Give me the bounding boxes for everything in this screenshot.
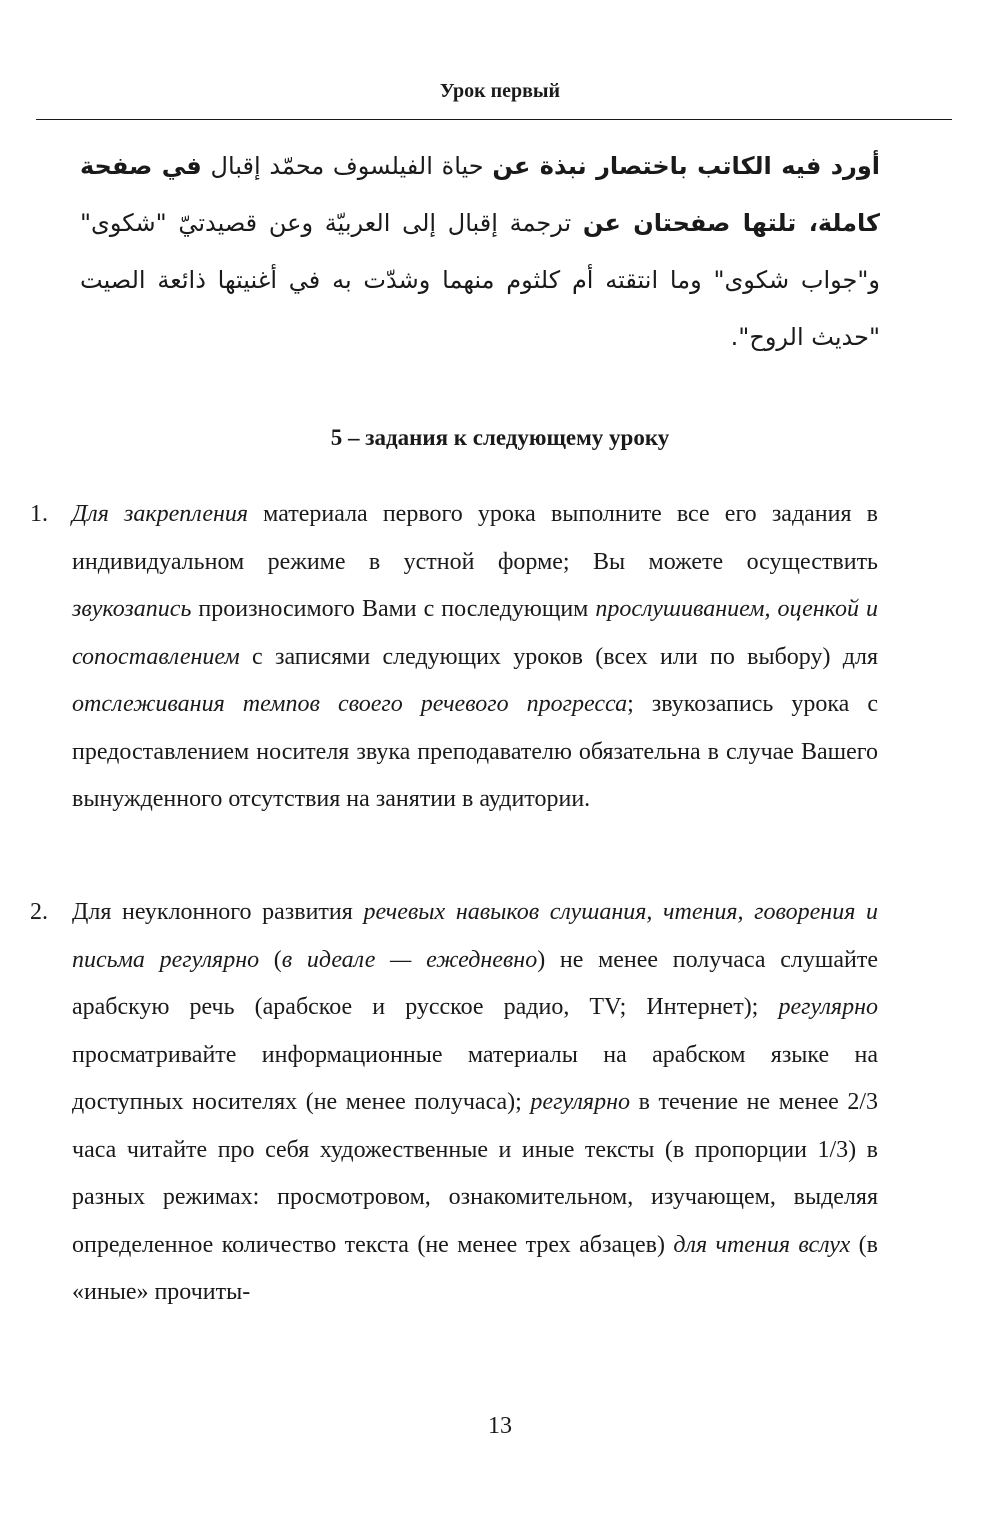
arabic-segment: ترجمة إقبال إلى العربيّة وعن قصيدتيّ "شكوى" و"جواب شكوى" وما انتقته أم كلثوم منهما وشدّت به في أغنيتها ذائعة الصيت "حديث الروح". (80, 209, 880, 351)
text-segment: ; звукозапись урока с предоставлением носителя звука преподавателю обязательна в случае Вашего вынужденного отсутствия на занятии в аудитории. (72, 691, 878, 812)
text-segment: Для неуклонного развития (72, 899, 364, 925)
task-text (72, 501, 878, 812)
italic-segment: звукозапись (72, 596, 192, 622)
text-segment: в течение не менее 2/3 часа читайте про себя художественные и иные тексты (в пропорции 1/3) в разных режимах: просмотровом, ознакомительном, изучающем, выделяя определенное количество текста (не менее трех абзацев) (72, 1089, 878, 1258)
text-segment: с записями следующих уроков (всех или по выбору) для (239, 643, 878, 670)
task-text (72, 899, 878, 1305)
italic-segment: речевых навыков слушания, чтения, говорения и письма регулярно (72, 899, 878, 973)
italic-segment: регулярно (778, 994, 878, 1020)
text-segment: материала первого урока выполните все его задания в индивидуальном режиме в устной форме; Вы можете осуществить (72, 501, 878, 575)
task-item (30, 491, 878, 824)
text-segment: ) не менее получаса слушайте арабскую речь (арабское и русское радио, TV; Интернет); (72, 946, 878, 1020)
italic-segment: Для закрепления (72, 501, 249, 527)
text-segment: просматривайте информационные материалы на арабском языке на доступных носителях (не менее получаса); (72, 1041, 878, 1115)
text-segment: произносимого Вами с последующим (191, 596, 596, 622)
arabic-segment: حياة الفيلسوف محمّد إقبال (201, 152, 493, 180)
italic-segment: отслеживания темпов своего речевого прогресса (72, 691, 628, 717)
italic-segment: для чтения вслух (673, 1231, 851, 1258)
arabic-segment: في صفحة كاملة، تلتها صفحتان عن (80, 152, 880, 237)
text-segment: ( (259, 946, 282, 973)
task-number: 1. (30, 501, 48, 527)
section-title: 5 – задания к следующему уроку (330, 425, 670, 450)
task-number: 2. (30, 899, 48, 925)
task-item (30, 889, 878, 1317)
italic-segment: прослушиванием, оценкой и сопоставлением (72, 596, 878, 670)
page-number: 13 (488, 1413, 512, 1439)
running-head: Урок первый (439, 80, 561, 102)
header-rule (36, 119, 952, 120)
italic-segment: регулярно (530, 1089, 630, 1115)
arabic-paragraph (80, 138, 880, 366)
italic-segment: в идеале — ежедневно (281, 946, 538, 973)
text-segment: (в «иные» прочиты- (72, 1231, 878, 1305)
arabic-segment: أورد فيه الكاتب باختصار نبذة عن (492, 152, 881, 180)
